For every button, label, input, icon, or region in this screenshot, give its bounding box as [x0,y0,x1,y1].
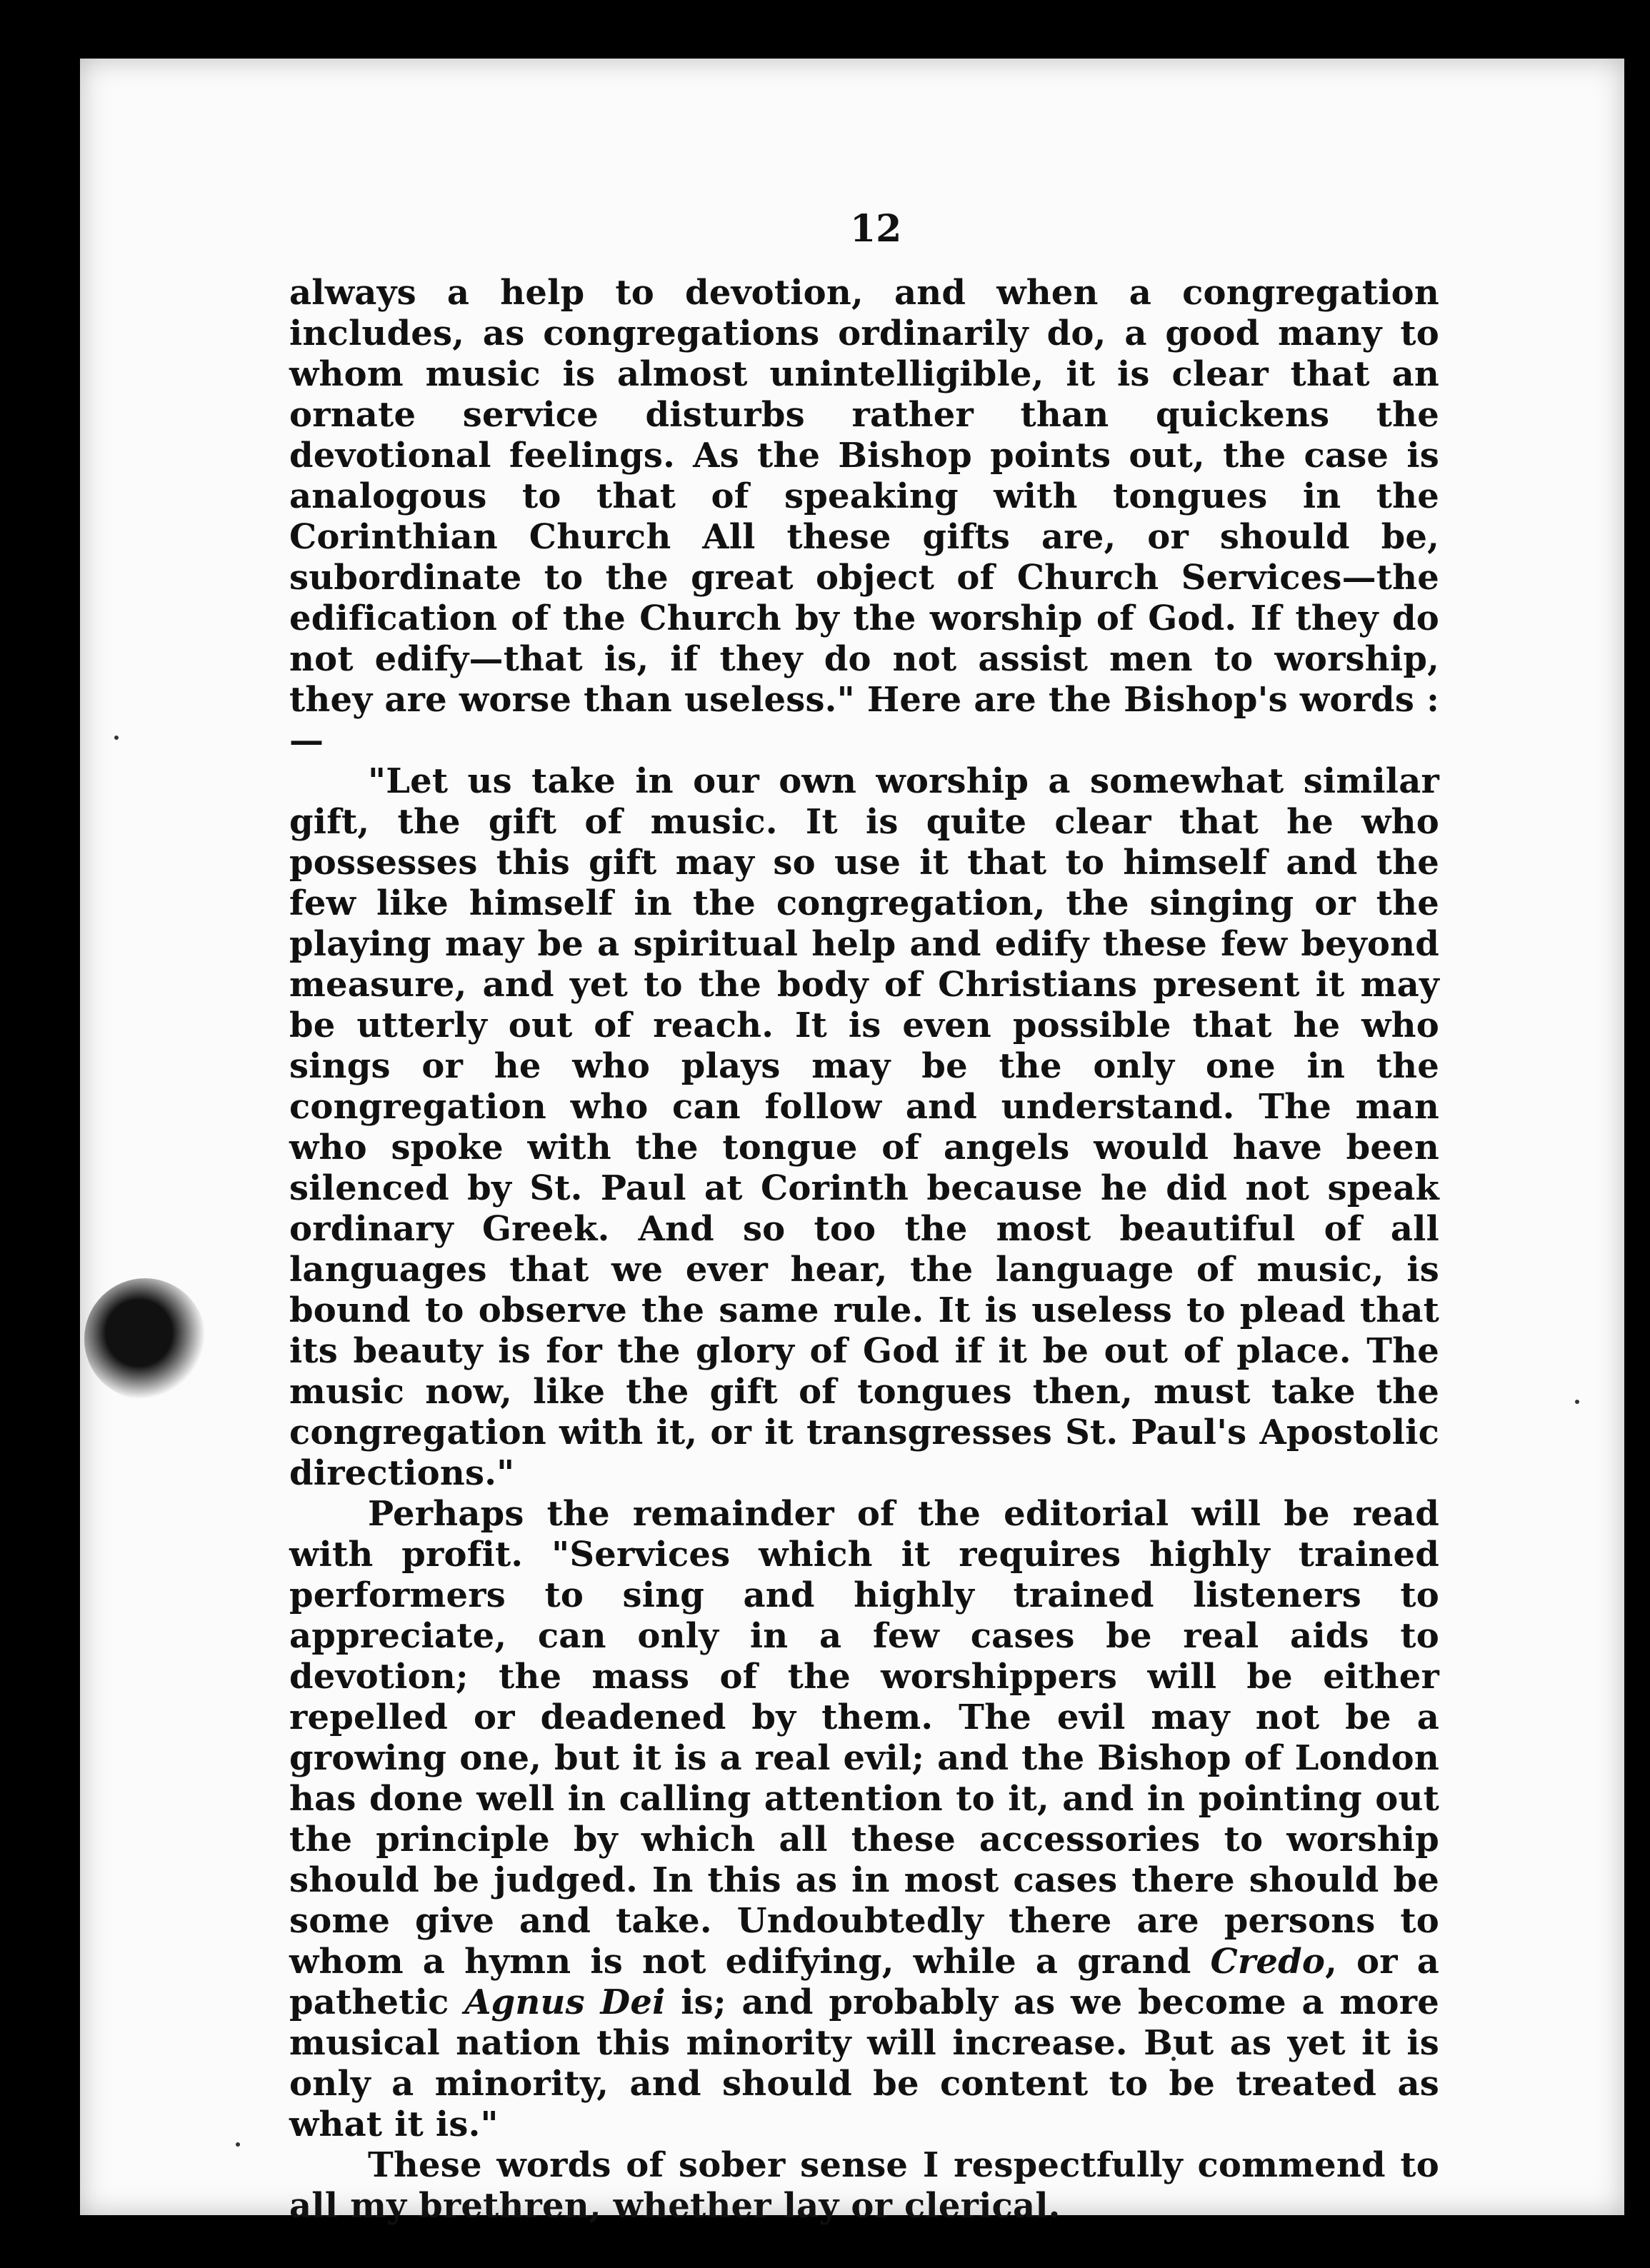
paragraph-closing: These words of sober sense I respectfully commend to all my brethren, whether lay or clerical. [289,2145,1439,2226]
page-edge-shadow [1624,71,1650,2268]
ink-blot [84,1278,206,1400]
paragraph-bishop-quote: "Let us take in our own worship a somewhat similar gift, the gift of music. It is quite clear that he who possesses this gift may so use it that to himself and the few like himself in the congregation, the singing or the playing may be a spiritual help and edify these few beyond measure, and yet to the body of Christians present it may be utterly out of reach. It is even possible that he who sings or he who plays may be the only one in the congregation who can follow and understand. The man who spoke with the tongue of angels would have been silenced by St. Paul at Corinth because he did not speak ordinary Greek. And so too the most beautiful of all languages that we ever hear, the language of music, is bound to observe the same rule. It is useless to plead that its beauty is for the glory of God if it be out of place. The music now, like the gift of tongues then, must take the congregation with it, or it transgresses St. Paul's Apostolic directions." [289,761,1439,1493]
paragraph-editorial-intro: always a help to devotion, and when a congregation includes, as congregations ordinarily do, a good many to whom music is almost unintelligible, it is clear that an ornate service disturbs rather than quickens the devotional feelings. As the Bishop points out, the case is analogous to that of speaking with tongues in the Corinthian Church All these gifts are, or should be, subordinate to the great object of Church Services—the edification of the Church by the worship of God. If they do not edify—that is, if they do not assist men to worship, they are worse than useless." Here are the Bishop's words :— [289,273,1439,761]
dust-speck [1575,1400,1579,1404]
body-text [289,273,1439,2227]
dust-speck [114,736,119,740]
text-segment: Perhaps the remainder of the editorial will be read with profit. "Services which it requires highly trained performers to sing and highly trained listeners to appreciate, can only in a few cases be real aids to devotion; the mass of the worshippers will be either repelled or deadened by them. The evil may not be a growing one, but it is a real evil; and the Bishop of London has done well in calling attention to it, and in pointing out the principle by which all these accessories to worship should be judged. In this as in most cases there should be some give and take. Undoubtedly there are persons to whom a hymn is not edifying, while a grand [289,1494,1439,1982]
page-number: 12 [850,207,902,251]
text-segment: , or a pathetic [289,1942,1440,2022]
dust-speck [236,2142,240,2147]
italic-agnus-dei: Agnus Dei [464,1982,666,2022]
italic-credo: Credo [1210,1942,1326,1982]
paragraph-editorial-remainder [289,1494,1439,2145]
text-segment: is; and probably as we become a more musical nation this minority will increase. But as yet it is only a minority, and should be content to be treated as what it is." [289,1982,1439,2144]
